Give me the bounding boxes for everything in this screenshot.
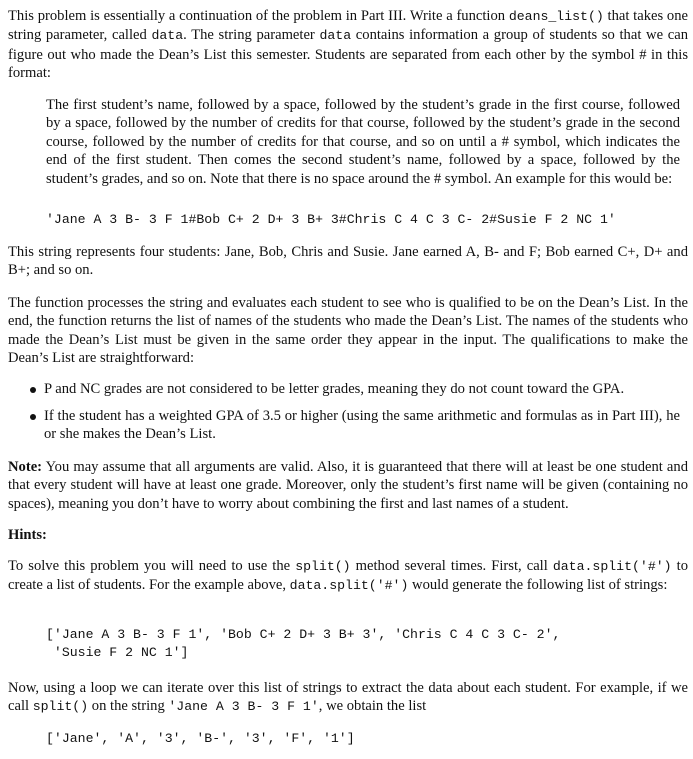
note-label: Note: — [8, 459, 43, 475]
hints-paragraph — [8, 557, 688, 596]
hints-text-1: To solve this problem you will need to use the — [8, 558, 296, 574]
loop-text-2: on the string — [88, 698, 169, 715]
intro-text-3: . The string parameter — [183, 27, 320, 44]
split-call-code-2: data.split('#') — [289, 578, 409, 594]
final-list-code: ['Jane', 'A', '3', 'B-', '3', 'F', '1'] — [46, 731, 355, 746]
hints-text-4: would generate the following list of strings: — [408, 577, 668, 594]
param-name-code: data — [151, 28, 184, 44]
bullet-item — [30, 407, 680, 444]
bullet-dot-icon — [30, 387, 36, 393]
loop-paragraph — [8, 679, 688, 717]
split-result-line-1: ['Jane A 3 B- 3 F 1', 'Bob C+ 2 D+ 3 B+ 3', 'Chris C 4 C 3 C- 2', — [46, 627, 561, 642]
intro-paragraph — [8, 7, 688, 83]
example-string-code: 'Jane A 3 B- 3 F 1#Bob C+ 2 D+ 3 B+ 3#Chris C 4 C 3 C- 2#Susie F 2 NC 1' — [46, 212, 616, 227]
split-call-code: data.split('#') — [552, 559, 672, 574]
format-description: The first student’s name, followed by a space, followed by the student’s grade in the first course, followed by a space, followed by the number of credits for that course, followed by the student’s grade in the second course, followed by the number of credits for that course, and so on until a # symbol, which indicates the end of the first student. Then comes the second student’s name, followed by a space, followed by the student’s grades, and so on. Note that there is no space around the # symbol. An example for this would be: — [46, 97, 680, 187]
function-name-code: deans_list() — [508, 9, 604, 24]
note-text: You may assume that all arguments are valid. Also, it is guaranteed that there will at least be one student and that every student will have at least one grade. Moreover, only the student’s first name will be given (containing no spaces), meaning you don’t have to worry about combining the first and last names of a student. — [8, 459, 688, 512]
split-method-code-2: split() — [32, 699, 89, 715]
split-result-line-2: 'Susie F 2 NC 1'] — [46, 645, 189, 660]
param-name-code-2: data — [319, 28, 352, 44]
hints-text-3: to create a list of students. For the example above, — [8, 558, 688, 594]
note-paragraph — [8, 458, 688, 513]
jane-string-code: 'Jane A 3 B- 3 F 1' — [168, 699, 319, 715]
split-method-code: split() — [295, 559, 351, 574]
bullet-item — [30, 380, 680, 398]
intro-text-2: that takes one string parameter, called — [8, 8, 688, 44]
bullet-text: P and NC grades are not considered to be letter grades, meaning they do not count toward the GPA. — [44, 381, 625, 397]
hints-text-2: method several times. First, call — [350, 558, 553, 574]
dean-list-paragraph: The function processes the string and evaluates each student to see who is qualified to be on the Dean’s List. In the end, the function returns the list of names of the students who made the Dean’s List. The names of the students who made the Dean’s List must be given in the same order they appear in the input. The qualifications to make the Dean’s List are straightforward: — [8, 295, 688, 367]
bullet-text: If the student has a weighted GPA of 3.5 or higher (using the same arithmetic and formulas as in Part III), he or she makes the Dean’s List. — [44, 408, 680, 443]
loop-text-3: , we obtain the list — [318, 698, 427, 715]
hints-heading: Hints: — [8, 527, 47, 543]
intro-text-1: This problem is essentially a continuation of the problem in Part III. Write a function — [8, 8, 509, 24]
loop-text-1: Now, using a loop we can iterate over this list of strings to extract the data about each student. For example, if we call — [8, 680, 688, 715]
students-paragraph: This string represents four students: Jane, Bob, Chris and Susie. Jane earned A, B- and F; Bob earned C+, D+ and B+; and so on. — [8, 244, 688, 279]
bullet-dot-icon — [30, 414, 36, 420]
intro-text-4: contains information a group of students so that we can figure out who made the Dean’s List this semester. Students are separated from each other by the symbol # in this format: — [8, 27, 688, 82]
